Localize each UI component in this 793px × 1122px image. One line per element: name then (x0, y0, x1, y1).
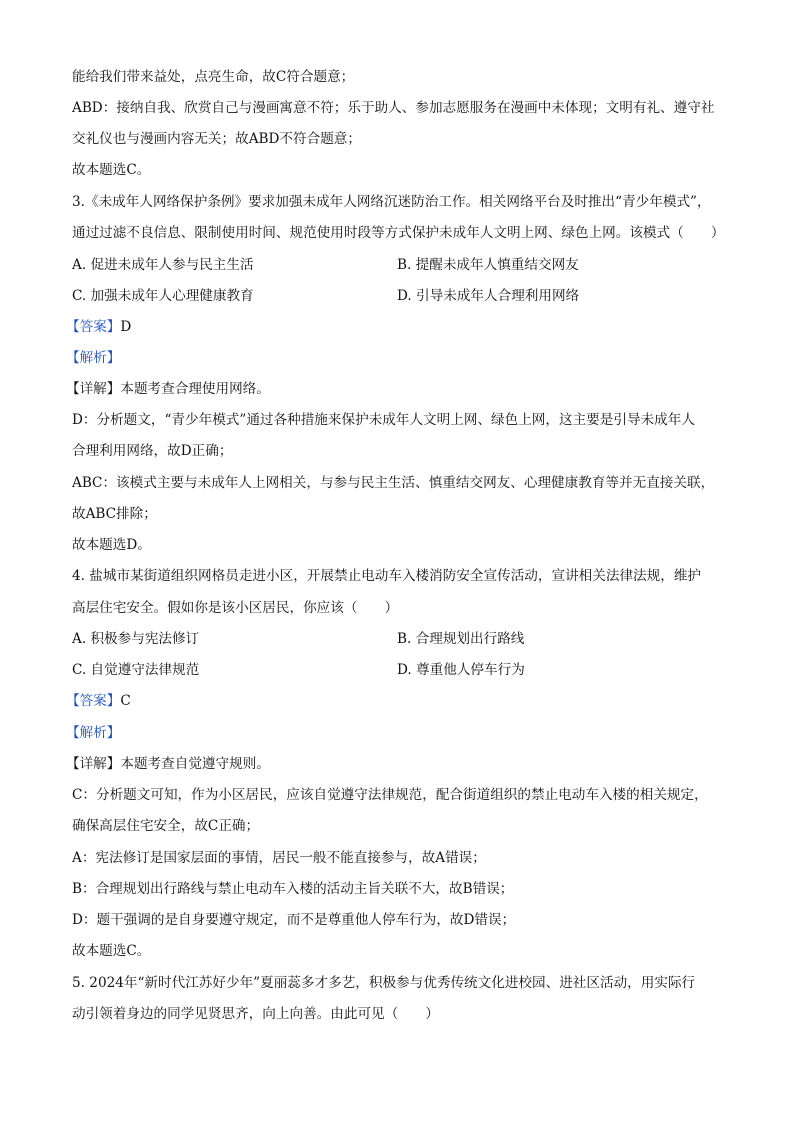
q4-c-analysis-line-1: C：分析题文可知，作为小区居民，应该自觉遵守法律规范，配合街道组织的禁止电动车入楼的相关规定， (72, 787, 708, 803)
q3-option-b: B. 提醒未成年人慎重结交网友 (397, 257, 579, 273)
q4-c-analysis-line-2: 确保高层住宅安全，故C正确； (72, 818, 260, 834)
q3-abc-analysis-line-1: ABC：该模式主要与未成年人上网相关，与参与民主生活、慎重结交网友、心理健康教育等并无直接关联， (72, 475, 715, 491)
q4-answer: C (120, 693, 131, 709)
q4-d-analysis: D：题干强调的是自身要遵守规定，而不是尊重他人停车行为，故D错误； (72, 912, 516, 928)
q3-analysis-tag: 【解析】 (66, 350, 121, 366)
q4-stem-line-2: 高层住宅安全。假如你是该小区居民，你应该（ ） (72, 600, 399, 616)
q3-d-analysis-line-1: D：分析题文，“青少年模式”通过各种措施来保护未成年人文明上网、绿色上网，这主要是引导未成年人 (72, 412, 695, 428)
prev-analysis-line-1: 能给我们带来益处，点亮生命，故C符合题意； (72, 69, 355, 85)
q4-detail-line (66, 755, 270, 773)
q4-stem-line-1: 4. 盐城市某街道组织网格员走进小区，开展禁止电动车入楼消防安全宣传活动，宣讲相关法律法规，维护 (72, 568, 702, 584)
q4-option-d: D. 尊重他人停车行为 (397, 662, 525, 678)
q4-b-analysis: B：合理规划出行路线与禁止电动车入楼的活动主旨关联不大，故B错误； (72, 881, 514, 897)
q3-answer-tag: 【答案】 (66, 319, 121, 335)
q3-option-c: C. 加强未成年人心理健康教育 (72, 288, 254, 304)
q3-detail: 本题考查合理使用网络。 (120, 381, 270, 397)
q3-abc-analysis-line-2: 故ABC排除； (72, 506, 157, 522)
prev-analysis-line-2: ABD：接纳自我、欣赏自己与漫画寓意不符；乐于助人、参加志愿服务在漫画中未体现；文明有礼、遵守社 (72, 100, 715, 116)
q3-option-a: A. 促进未成年人参与民主生活 (72, 257, 254, 273)
q4-option-b: B. 合理规划出行路线 (397, 631, 525, 647)
prev-conclusion: 故本题选C。 (72, 162, 151, 178)
q5-stem-line-2: 动引领着身边的同学见贤思齐，向上向善。由此可见（ ） (72, 1006, 440, 1022)
q3-detail-tag: 【详解】 (66, 381, 121, 397)
q3-option-d: D. 引导未成年人合理利用网络 (397, 288, 580, 304)
q4-a-analysis: A：宪法修订是国家层面的事情，居民一般不能直接参与，故A错误； (72, 850, 486, 866)
q3-stem-line-2: 通过过滤不良信息、限制使用时间、规范使用时段等方式保护未成年人文明上网、绿色上网。该模式（ ） (72, 225, 725, 241)
q3-answer-line (66, 318, 131, 336)
q4-detail-tag: 【详解】 (66, 756, 121, 772)
q5-stem-line-1: 5. 2024年“新时代江苏好少年”夏丽蕊多才多艺，积极参与优秀传统文化进校园、进社区活动，用实际行 (72, 975, 696, 991)
q3-answer: D (120, 319, 132, 335)
q3-conclusion: 故本题选D。 (72, 537, 151, 553)
q4-answer-tag: 【答案】 (66, 693, 121, 709)
q3-detail-line (66, 380, 270, 398)
q4-option-c: C. 自觉遵守法律规范 (72, 662, 200, 678)
prev-analysis-line-3: 交礼仪也与漫画内容无关；故ABD不符合题意； (72, 131, 361, 147)
q3-stem-line-1: 3.《未成年人网络保护条例》要求加强未成年人网络沉迷防治工作。相关网络平台及时推出“青少年模式”， (72, 194, 711, 210)
q4-answer-line (66, 692, 131, 710)
q4-detail: 本题考查自觉遵守规则。 (120, 756, 270, 772)
q4-option-a: A. 积极参与宪法修订 (72, 631, 200, 647)
q4-analysis-tag: 【解析】 (66, 725, 121, 741)
q4-conclusion: 故本题选C。 (72, 943, 151, 959)
q3-d-analysis-line-2: 合理利用网络，故D正确； (72, 443, 233, 459)
